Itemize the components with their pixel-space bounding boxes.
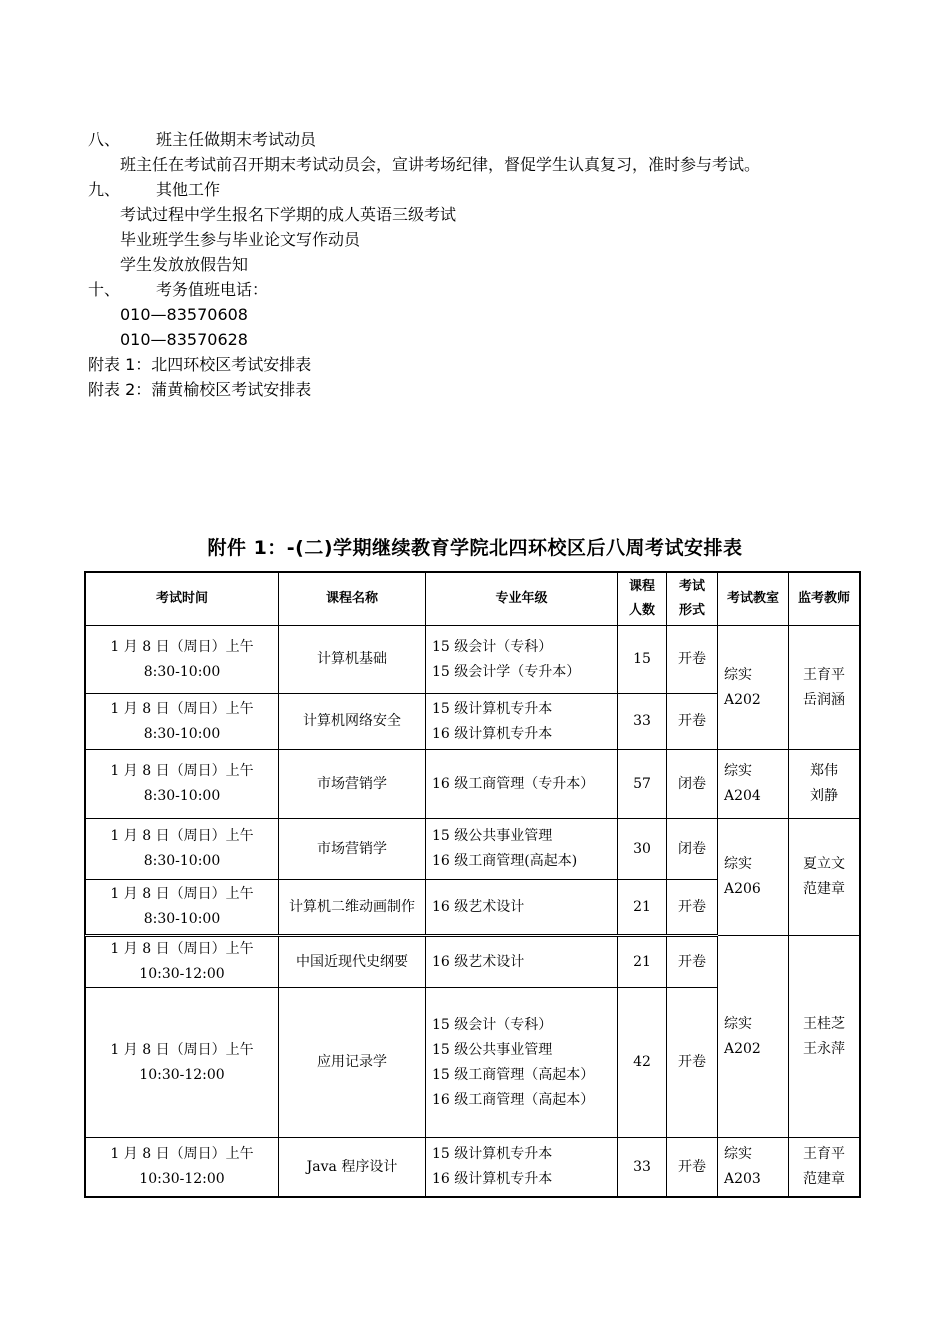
exam-time-cell: 1 月 8 日（周日）上午 8:30-10:00 (86, 819, 279, 880)
proctor-name: 王永萍 (803, 1040, 845, 1057)
major-line: 15 级会计学（专升本） (432, 663, 581, 680)
major-line: 15 级公共事业管理 (432, 828, 553, 844)
form-cell: 开卷 (667, 880, 718, 936)
proctor-name: 范建章 (803, 1171, 845, 1187)
section-9-heading: 九、 其他工作 (88, 180, 221, 199)
room-cell: 综实 A202 (718, 626, 789, 750)
phone-number: 010—83570628 (120, 330, 248, 349)
notes-section (88, 127, 878, 402)
count-cell: 42 (618, 988, 667, 1138)
room-cell: 综实 A204 (718, 750, 789, 819)
course-name-cell: 计算机基础 (279, 626, 426, 694)
proctor-name: 岳润涵 (803, 691, 845, 708)
exam-time-cell: 1 月 8 日（周日）上午 10:30-12:00 (86, 1138, 279, 1197)
count-cell: 21 (618, 880, 667, 936)
count-cell: 30 (618, 819, 667, 880)
major-line: 15 级会计（专科） (432, 1016, 553, 1033)
phone-number: 010—83570608 (120, 305, 248, 324)
major-line: 16 级工商管理（高起本） (432, 1091, 595, 1108)
header-exam-form: 考试形式 (667, 573, 718, 626)
count-cell: 21 (618, 936, 667, 988)
course-name-cell: Java 程序设计 (279, 1138, 426, 1197)
major-line: 16 级工商管理(高起本) (432, 853, 578, 869)
proctor-name: 郑伟 (810, 763, 838, 779)
proctor-name: 刘静 (810, 788, 838, 804)
table-row (86, 819, 860, 880)
room-cell: 综实 A203 (718, 1138, 789, 1197)
major-line: 16 级艺术设计 (432, 953, 525, 970)
header-major-grade: 专业年级 (426, 573, 618, 626)
room-cell: 综实 A202 (718, 936, 789, 1138)
room-cell: 综实 A206 (718, 819, 789, 936)
exam-time-cell: 1 月 8 日（周日）上午 10:30-12:00 (86, 988, 279, 1138)
exam-schedule-table (85, 572, 860, 1197)
major-line: 15 级会计（专科） (432, 638, 553, 655)
major-cell (426, 988, 618, 1138)
major-cell (426, 936, 618, 988)
header-exam-room: 考试教室 (718, 573, 789, 626)
major-cell (426, 750, 618, 819)
section-9-line: 毕业班学生参与毕业论文写作动员 (120, 230, 361, 249)
major-cell (426, 626, 618, 694)
course-name-cell: 市场营销学 (279, 819, 426, 880)
form-cell: 开卷 (667, 694, 718, 750)
exam-time-cell: 1 月 8 日（周日）上午 8:30-10:00 (86, 694, 279, 750)
section-10-heading: 十、 考务值班电话： (88, 280, 269, 299)
form-cell: 开卷 (667, 626, 718, 694)
proctor-name: 范建章 (803, 881, 845, 897)
course-name-cell: 计算机二维动画制作 (279, 880, 426, 936)
form-cell: 开卷 (667, 1138, 718, 1197)
form-cell: 闭卷 (667, 750, 718, 819)
exam-time-cell: 1 月 8 日（周日）上午 10:30-12:00 (86, 936, 279, 988)
proctor-cell (789, 750, 860, 819)
proctor-name: 王育平 (803, 1146, 845, 1162)
attachment-line: 附表 2：蒲黄榆校区考试安排表 (88, 380, 312, 399)
proctor-cell (789, 819, 860, 936)
major-line: 15 级计算机专升本 (432, 1146, 553, 1162)
count-cell: 57 (618, 750, 667, 819)
table-header-row (86, 573, 860, 626)
form-cell: 开卷 (667, 936, 718, 988)
table-row (86, 626, 860, 694)
major-line: 15 级工商管理（高起本） (432, 1066, 595, 1083)
section-8-heading: 八、 班主任做期末考试动员 (88, 130, 317, 149)
header-proctor: 监考教师 (789, 573, 860, 626)
exam-time-cell: 1 月 8 日（周日）上午 8:30-10:00 (86, 880, 279, 936)
attachment-line: 附表 1：北四环校区考试安排表 (88, 355, 312, 374)
major-cell (426, 819, 618, 880)
proctor-cell (789, 936, 860, 1138)
course-name-cell: 应用记录学 (279, 988, 426, 1138)
proctor-name: 王桂芝 (803, 1015, 845, 1032)
major-line: 16 级计算机专升本 (432, 725, 553, 742)
form-cell: 开卷 (667, 988, 718, 1138)
major-line: 16 级计算机专升本 (432, 1171, 553, 1187)
major-cell (426, 880, 618, 936)
proctor-cell (789, 626, 860, 750)
proctor-name: 夏立文 (803, 856, 845, 872)
major-line: 15 级公共事业管理 (432, 1041, 553, 1058)
section-9-line: 学生发放放假告知 (120, 255, 249, 274)
header-exam-time: 考试时间 (86, 573, 279, 626)
course-name-cell: 计算机网络安全 (279, 694, 426, 750)
course-name-cell: 中国近现代史纲要 (279, 936, 426, 988)
header-course-name: 课程名称 (279, 573, 426, 626)
major-line: 15 级计算机专升本 (432, 700, 553, 717)
header-student-count: 课程人数 (618, 573, 667, 626)
proctor-name: 王育平 (803, 666, 845, 683)
table-row (86, 936, 860, 988)
course-name-cell: 市场营销学 (279, 750, 426, 819)
section-9-line: 考试过程中学生报名下学期的成人英语三级考试 (120, 205, 457, 224)
major-line: 16 级艺术设计 (432, 898, 525, 915)
form-cell: 闭卷 (667, 819, 718, 880)
major-cell (426, 694, 618, 750)
proctor-cell (789, 1138, 860, 1197)
section-8-body: 班主任在考试前召开期末考试动员会，宣讲考场纪律，督促学生认真复习，准时参与考试。 (120, 155, 761, 174)
exam-time-cell: 1 月 8 日（周日）上午 8:30-10:00 (86, 626, 279, 694)
count-cell: 15 (618, 626, 667, 694)
count-cell: 33 (618, 694, 667, 750)
table-row (86, 1138, 860, 1197)
exam-time-cell: 1 月 8 日（周日）上午 8:30-10:00 (86, 750, 279, 819)
major-line: 16 级工商管理（专升本） (432, 775, 595, 792)
major-cell (426, 1138, 618, 1197)
table-title: 附件 1：-(二)学期继续教育学院北四环校区后八周考试安排表 (207, 537, 743, 559)
count-cell: 33 (618, 1138, 667, 1197)
table-row (86, 750, 860, 819)
